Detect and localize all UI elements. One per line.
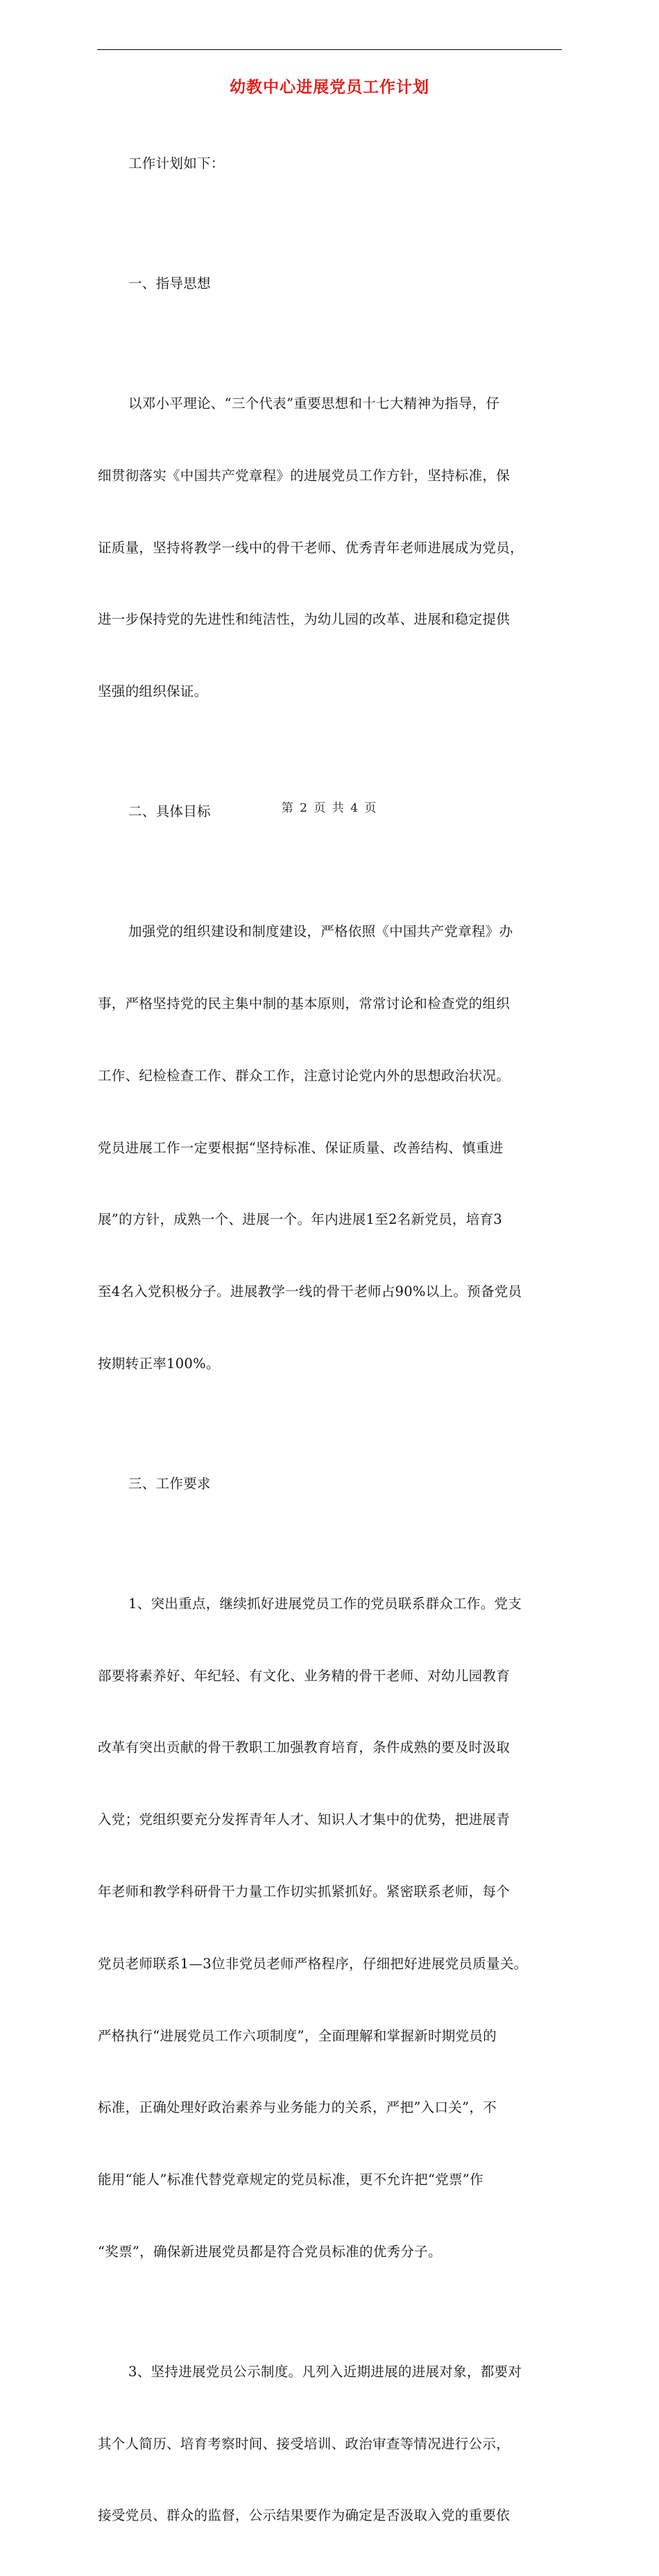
text-line: 一、指导思想 [128,275,211,292]
text-line: 接受党员、群众的监督，公示结果要作为确定是否汲取入党的重要依 [98,2507,511,2524]
text-line: 工作、纪检检查工作、群众工作，注意讨论党内外的思想政治状况。 [98,1067,511,1084]
text-line: “奖票”，确保新进展党员都是符合党员标准的优秀分子。 [98,2243,442,2260]
paragraph [98,1544,564,2312]
header-rule [97,49,562,50]
text-line: 标准，正确处理好政治素养与业务能力的关系，严把”入口关”，不 [98,2099,497,2116]
text-line: 三、工作要求 [128,1475,211,1492]
paragraph [98,2312,564,2576]
paragraph [98,344,564,752]
document-title: 幼教中心进展党员工作计划 [230,78,429,96]
section-heading [98,224,564,344]
text-line: 入党；党组织要充分发挥青年人才、知识人才集中的优势，把进展青 [98,1811,511,1828]
text-line: 细贯彻落实《中国共产党章程》的进展党员工作方针，坚持标准，保 [98,467,511,484]
page-number-footer: 第 2 页 共 4 页 [281,801,378,815]
text-line: 坚强的组织保证。 [98,683,208,700]
text-line: 至4名入党积极分子。进展教学一线的骨干老师占90%以上。预备党员 [98,1283,522,1300]
text-line: 党员老师联系1—3位非党员老师严格程序，仔细把好进展党员质量关。 [98,1955,528,1972]
document-body [98,104,564,2576]
text-line: 展”的方针，成熟一个、进展一个。年内进展1至2名新党员，培育3 [98,1211,502,1228]
paragraph [98,104,564,224]
text-line: 加强党的组织建设和制度建设，严格依照《中国共产党章程》办 [128,923,513,940]
paragraph [98,872,564,1424]
text-line: 能用“能人”标准代替党章规定的党员标准，更不允许把“党票”作 [98,2172,483,2188]
text-line: 年老师和教学科研骨干力量工作切实抓紧抓好。紧密联系老师，每个 [98,1883,511,1900]
text-line: 严格执行“进展党员工作六项制度”，全面理解和掌握新时期党员的 [98,2027,497,2044]
text-line: 证质量，坚持将教学一线中的骨干老师、优秀青年老师进展成为党员， [98,539,524,556]
text-line: 按期转正率100%。 [98,1355,220,1372]
section-heading [98,1424,564,1544]
text-line: 3、坚持进展党员公示制度。凡列入近期进展的进展对象，都要对 [128,2363,522,2380]
text-line: 二、具体目标 [128,803,211,820]
text-line: 改革有突出贡献的骨干教职工加强教育培育，条件成熟的要及时汲取 [98,1739,511,1756]
text-line: 工作计划如下： [128,155,225,172]
text-line: 部要将素养好、年纪轻、有文化、业务精的骨干老师、对幼儿园教育 [98,1667,511,1684]
text-line: 以邓小平理论、“三个代表”重要思想和十七大精神为指导，仔 [128,395,500,412]
text-line: 党员进展工作一定要根据“坚持标准、保证质量、改善结构、慎重进 [98,1139,504,1156]
text-line: 进一步保持党的先进性和纯洁性，为幼儿园的改革、进展和稳定提供 [98,611,511,628]
text-line: 1、突出重点，继续抓好进展党员工作的党员联系群众工作。党支 [128,1595,522,1612]
text-line: 其个人简历、培育考察时间、接受培训、政治审查等情况进行公示， [98,2435,511,2452]
text-line: 事，严格坚持党的民主集中制的基本原则，常常讨论和检查党的组织 [98,995,511,1012]
